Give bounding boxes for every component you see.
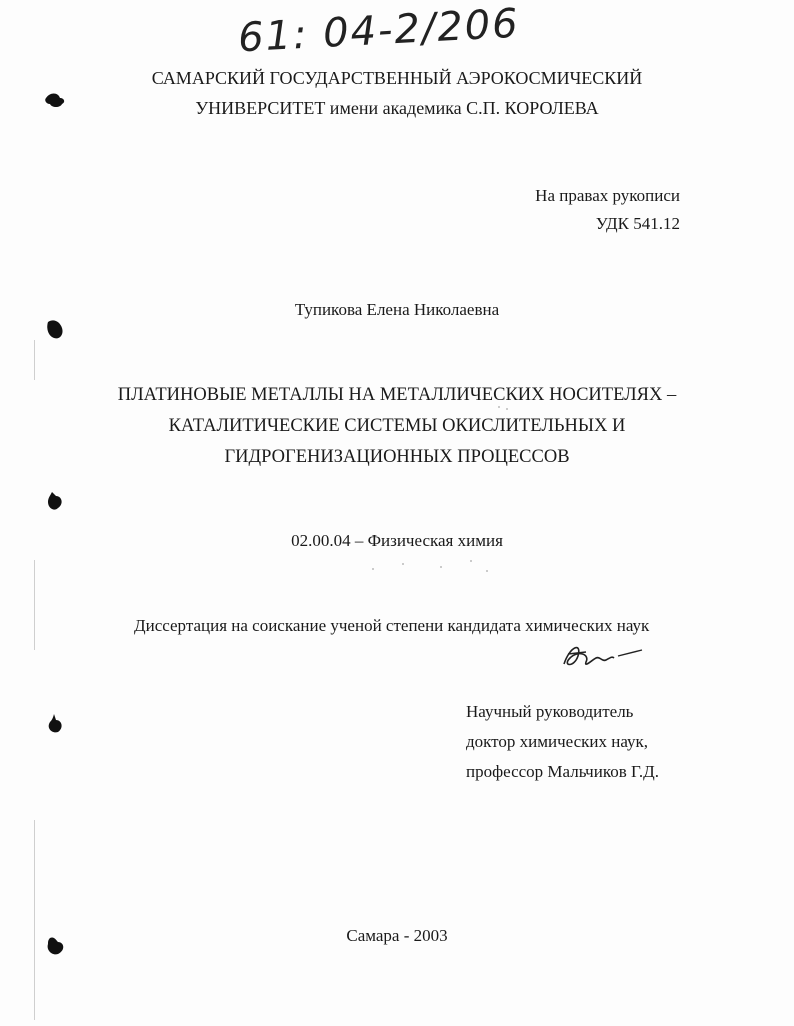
scan-speck xyxy=(440,566,442,568)
dissertation-statement: Диссертация на соискание ученой степени кандидата химических наук xyxy=(134,616,650,635)
scan-speck xyxy=(506,408,508,410)
city-year: Самара - 2003 xyxy=(346,926,448,945)
specialty: 02.00.04 – Физическая химия xyxy=(291,531,503,550)
title-line1: ПЛАТИНОВЫЕ МЕТАЛЛЫ НА МЕТАЛЛИЧЕСКИХ НОСИТЕЛЯХ – xyxy=(117,385,677,405)
supervisor-name: профессор Мальчиков Г.Д. xyxy=(466,762,660,781)
scan-speck xyxy=(486,570,488,572)
punch-hole-mark xyxy=(44,90,68,114)
title-line2: КАТАЛИТИЧЕСКИЕ СИСТЕМЫ ОКИСЛИТЕЛЬНЫХ И xyxy=(168,416,626,436)
scan-speck xyxy=(498,406,500,408)
university-name-line2: УНИВЕРСИТЕТ имени академика С.П. КОРОЛЕВА xyxy=(195,98,599,118)
punch-hole-mark xyxy=(44,712,68,736)
udk-code: УДК 541.12 xyxy=(595,214,680,233)
supervisor-degree: доктор химических наук, xyxy=(466,732,649,751)
punch-hole-mark xyxy=(44,318,68,342)
punch-hole-mark xyxy=(44,934,68,958)
scan-speck xyxy=(372,568,374,570)
scan-margin-line xyxy=(34,560,35,650)
manuscript-rights: На правах рукописи xyxy=(535,186,680,205)
supervisor-role: Научный руководитель xyxy=(466,702,634,721)
author-name: Тупикова Елена Николаевна xyxy=(294,300,500,319)
title-line3: ГИДРОГЕНИЗАЦИОННЫХ ПРОЦЕССОВ xyxy=(224,447,570,467)
scan-speck xyxy=(402,563,404,565)
signature-scribble xyxy=(556,636,646,676)
punch-hole-mark xyxy=(44,490,68,514)
scan-margin-line xyxy=(34,820,35,1020)
scan-margin-line xyxy=(34,340,35,380)
archive-code-handwritten: 61: 04-2/206 xyxy=(236,0,521,62)
university-name-line1: САМАРСКИЙ ГОСУДАРСТВЕННЫЙ АЭРОКОСМИЧЕСКИЙ xyxy=(151,68,643,88)
scan-speck xyxy=(470,560,472,562)
